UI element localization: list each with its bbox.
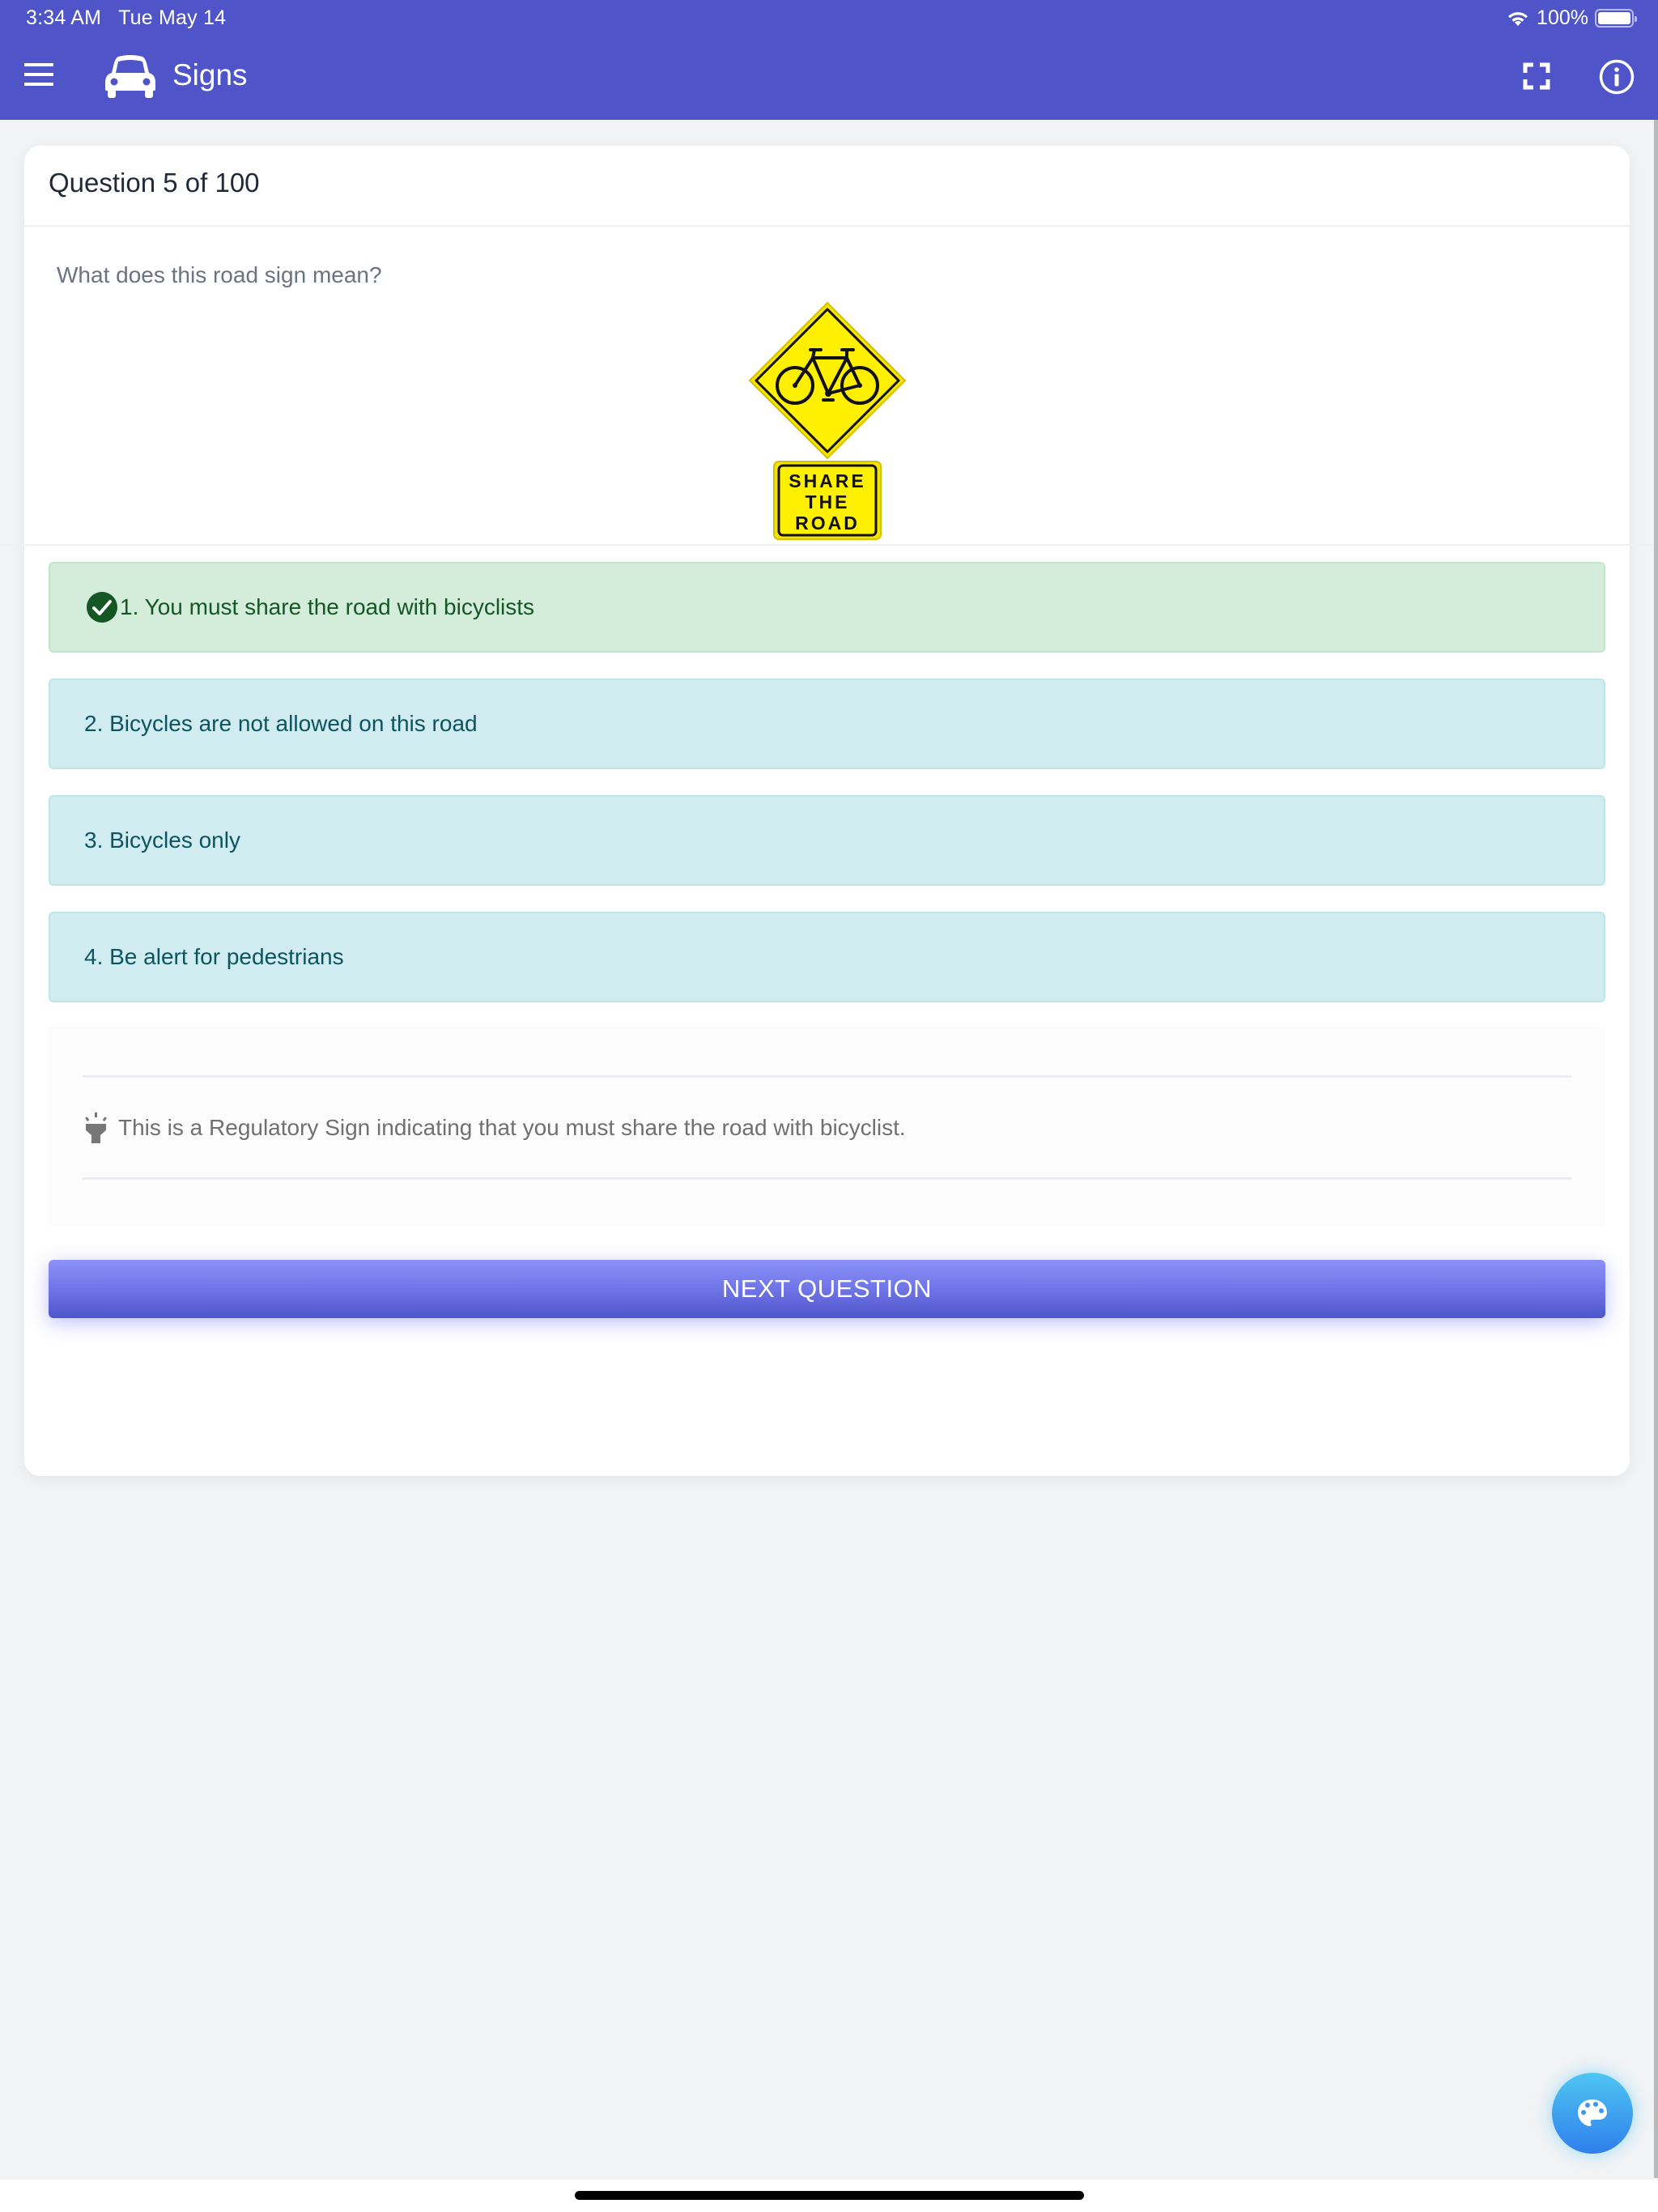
next-question-button[interactable]: NEXT QUESTION bbox=[49, 1260, 1605, 1318]
answer-option-1[interactable] bbox=[49, 562, 1605, 653]
road-sign-image bbox=[746, 300, 908, 542]
answer-option-label: 4. Be alert for pedestrians bbox=[84, 944, 344, 969]
lightbulb-icon bbox=[83, 1111, 110, 1145]
battery-percent: 100% bbox=[1537, 6, 1588, 29]
question-counter: Question 5 of 100 bbox=[24, 146, 1630, 227]
hamburger-menu-icon[interactable] bbox=[24, 63, 57, 89]
status-time bbox=[26, 6, 226, 30]
status-date: Tue May 14 bbox=[118, 6, 227, 29]
fullscreen-icon[interactable] bbox=[1522, 62, 1551, 91]
battery-icon bbox=[1595, 9, 1634, 28]
wifi-icon bbox=[1506, 10, 1530, 28]
answer-option-3[interactable] bbox=[49, 795, 1605, 886]
svg-text:SHARE: SHARE bbox=[788, 470, 866, 491]
check-circle-icon bbox=[86, 591, 118, 623]
info-icon[interactable] bbox=[1598, 58, 1635, 96]
svg-text:THE: THE bbox=[805, 491, 849, 513]
app-title: Signs bbox=[172, 58, 248, 91]
svg-text:ROAD: ROAD bbox=[794, 513, 860, 534]
status-clock: 3:34 AM bbox=[26, 6, 102, 29]
answer-option-label: 3. Bicycles only bbox=[84, 827, 240, 853]
answer-option-label: 1. You must share the road with bicyclists bbox=[120, 594, 535, 619]
answer-options bbox=[49, 546, 1605, 1002]
explanation-box bbox=[49, 1027, 1605, 1226]
question-text: What does this road sign mean? bbox=[57, 262, 382, 287]
answer-option-label: 2. Bicycles are not allowed on this road bbox=[84, 711, 478, 736]
explanation-row bbox=[83, 1078, 1571, 1177]
sign-image-area bbox=[0, 293, 1654, 546]
top-bar bbox=[0, 0, 1658, 120]
scrollbar[interactable] bbox=[1654, 120, 1658, 2178]
answer-option-2[interactable] bbox=[49, 678, 1605, 769]
status-indicators bbox=[1506, 6, 1634, 30]
answer-option-4[interactable] bbox=[49, 912, 1605, 1002]
home-indicator[interactable] bbox=[575, 2191, 1084, 2200]
palette-icon bbox=[1576, 2098, 1609, 2129]
car-icon bbox=[104, 53, 157, 99]
theme-fab-button[interactable] bbox=[1552, 2073, 1633, 2154]
divider bbox=[83, 1177, 1571, 1180]
question-card bbox=[24, 146, 1630, 1476]
explanation-text: This is a Regulatory Sign indicating that you must share the road with bicyclist. bbox=[118, 1114, 906, 1140]
